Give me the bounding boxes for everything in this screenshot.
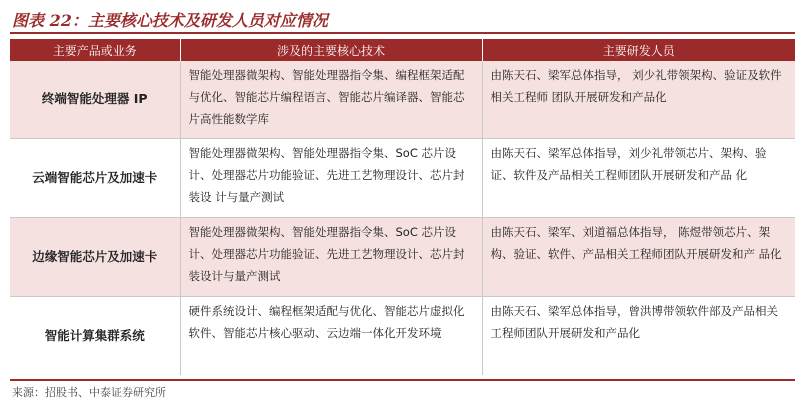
people-cell: 由陈天石、梁军总体指导，刘少礼带领芯片、架构、验证、软件及产品相关工程师团队开展研发和产品 化	[482, 138, 795, 217]
tech-cell: 智能处理器微架构、智能处理器指令集、SoC 芯片设计、处理器芯片功能验证、先进工艺物理设计、芯片封装设 计与量产测试	[180, 138, 482, 217]
product-cell: 智能计算集群系统	[10, 296, 180, 375]
table-row	[10, 217, 795, 296]
figure-title: 图表 22：主要核心技术及研发人员对应情况	[12, 11, 328, 30]
tech-cell: 智能处理器微架构、智能处理器指令集、SoC 芯片设计、处理器芯片功能验证、先进工艺物理设计、芯片封装设计与量产测试	[180, 217, 482, 296]
header-row	[10, 39, 795, 61]
table-row	[10, 61, 795, 138]
tech-cell: 智能处理器微架构、智能处理器指令集、编程框架适配与优化、智能芯片编程语言、智能芯片编译器、智能芯 片高性能数学库	[180, 61, 482, 138]
header-people: 主要研发人员	[482, 39, 795, 61]
people-cell: 由陈天石、梁军总体指导， 刘少礼带领架构、验证及软件相关工程师 团队开展研发和产品化	[482, 61, 795, 138]
title-bar	[10, 6, 795, 34]
table-row	[10, 296, 795, 375]
product-cell: 云端智能芯片及加速卡	[10, 138, 180, 217]
bottom-rule	[10, 379, 795, 381]
table-row	[10, 138, 795, 217]
tech-personnel-table	[10, 39, 795, 375]
header-product: 主要产品或业务	[10, 39, 180, 61]
tech-cell: 硬件系统设计、编程框架适配与优化、智能芯片虚拟化软件、智能芯片核心驱动、云边端一体化开发环境	[180, 296, 482, 375]
product-cell: 边缘智能芯片及加速卡	[10, 217, 180, 296]
people-cell: 由陈天石、梁军总体指导，曾洪博带领软件部及产品相关工程师团队开展研发和产品化	[490, 303, 778, 340]
product-cell: 终端智能处理器 IP	[10, 61, 180, 138]
people-cell: 由陈天石、梁军、刘道福总体指导， 陈煜带领芯片、架构、验证、软件、产品相关工程师团队开展研发和产 品化	[482, 217, 795, 296]
header-tech: 涉及的主要核心技术	[180, 39, 482, 61]
source-note: 来源：招股书、中泰证券研究所	[12, 386, 166, 399]
